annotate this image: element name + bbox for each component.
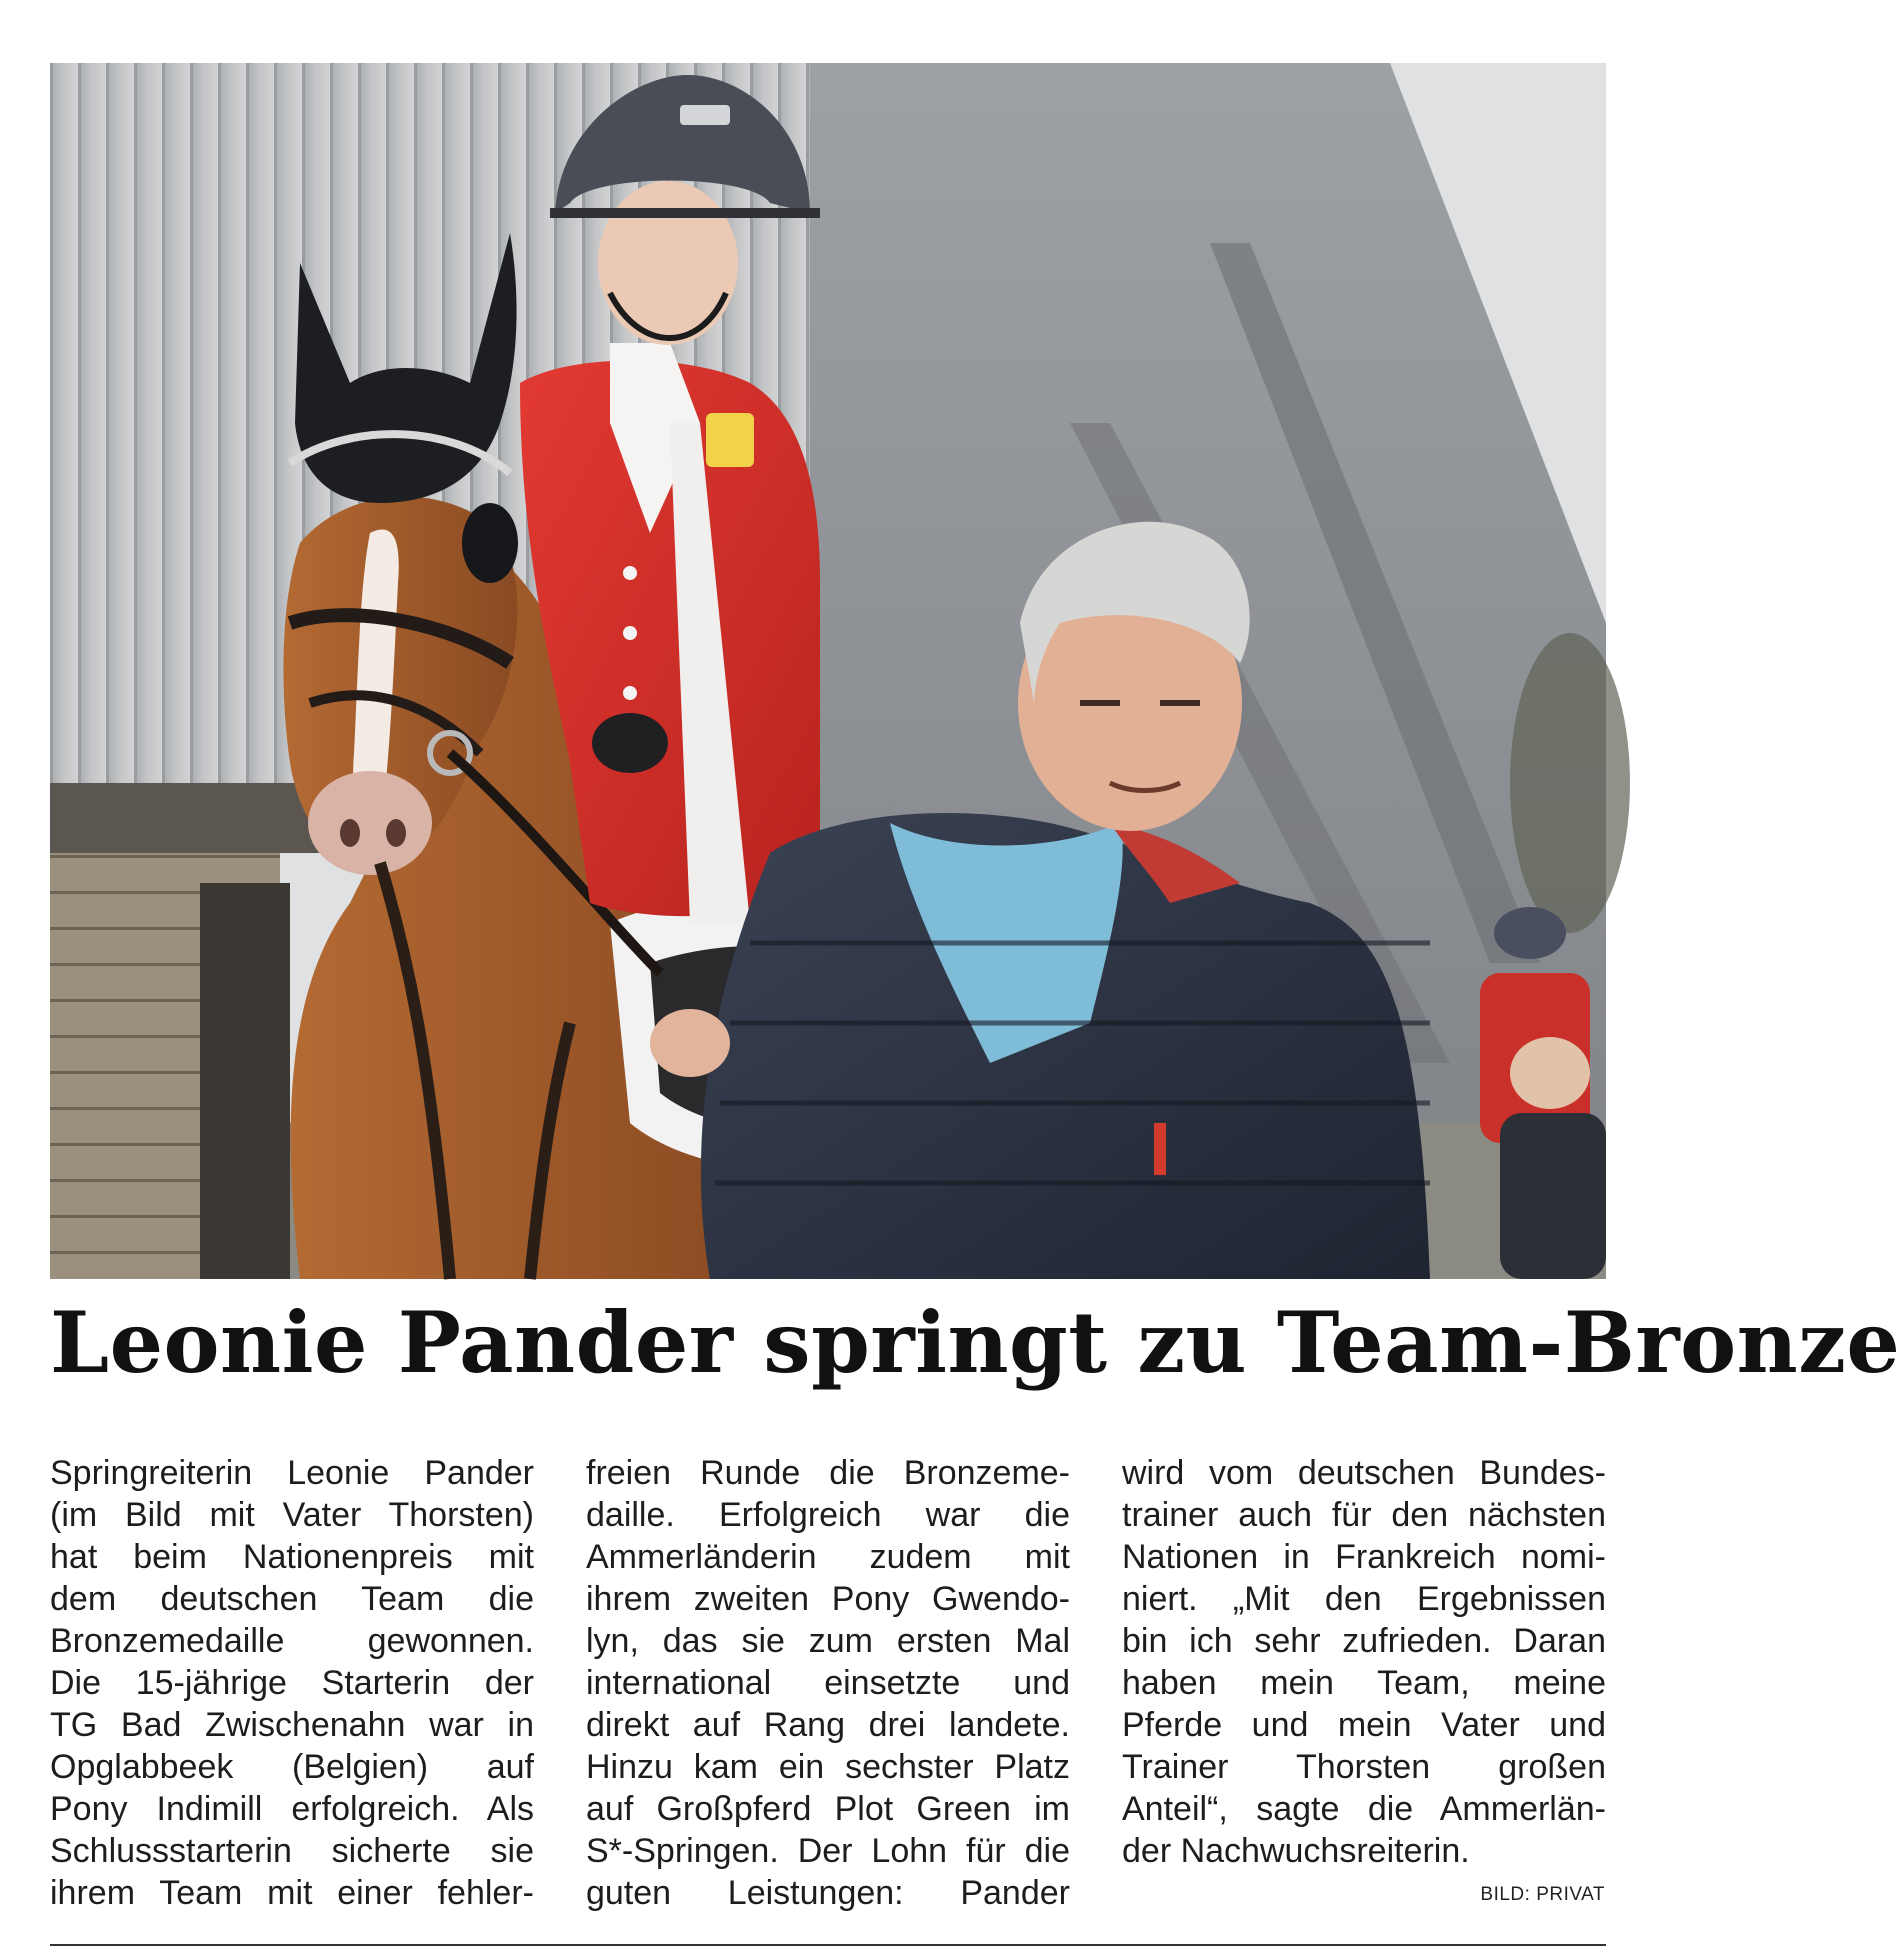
text-line: (im Bild mit Vater Thorsten) xyxy=(50,1496,534,1534)
text-line: bin ich sehr zufrieden. Daran xyxy=(1122,1622,1606,1660)
text-line: Schlussstarterin sicherte sie xyxy=(50,1832,534,1870)
text-column-3 xyxy=(1122,1452,1606,1872)
article-headline: Leonie Pander springt zu Team-Bronze xyxy=(50,1293,1900,1392)
text-line: Nationen in Frankreich nomi- xyxy=(1122,1538,1606,1576)
text-line: auf Großpferd Plot Green im xyxy=(586,1790,1070,1828)
text-line: ihrem zweiten Pony Gwendo- xyxy=(586,1580,1070,1618)
text-line: der Nachwuchsreiterin. xyxy=(1122,1832,1470,1870)
text-line: Ammerländerin zudem mit xyxy=(586,1538,1070,1576)
text-line: ihrem Team mit einer fehler- xyxy=(50,1874,534,1912)
text-line: niert. „Mit den Ergebnissen xyxy=(1122,1580,1606,1618)
text-line: guten Leistungen: Pander xyxy=(586,1874,1070,1912)
text-line: Springreiterin Leonie Pander xyxy=(50,1454,534,1492)
text-column-2 xyxy=(586,1452,1070,1914)
text-column-1 xyxy=(50,1452,534,1914)
text-line: Anteil“, sagte die Ammerlän- xyxy=(1122,1790,1606,1828)
text-line: Pferde und mein Vater und xyxy=(1122,1706,1606,1744)
text-line: Bronzemedaille gewonnen. xyxy=(50,1622,534,1660)
text-line: hat beim Nationenpreis mit xyxy=(50,1538,534,1576)
text-line: Pony Indimill erfolgreich. Als xyxy=(50,1790,534,1828)
text-line: TG Bad Zwischenahn war in xyxy=(50,1706,534,1744)
photo-credit: BILD: PRIVAT xyxy=(1480,1884,1605,1905)
text-line: Die 15-jährige Starterin der xyxy=(50,1664,534,1702)
text-line: Hinzu kam ein sechster Platz xyxy=(586,1748,1070,1786)
text-line: S*-Springen. Der Lohn für die xyxy=(586,1832,1070,1870)
text-line: freien Runde die Bronzeme- xyxy=(586,1454,1070,1492)
text-line: haben mein Team, meine xyxy=(1122,1664,1606,1702)
article-photo xyxy=(50,63,1606,1279)
text-line: international einsetzte und xyxy=(586,1664,1070,1702)
text-line: trainer auch für den nächsten xyxy=(1122,1496,1606,1534)
text-line: wird vom deutschen Bundes- xyxy=(1122,1454,1606,1492)
text-line: lyn, das sie zum ersten Mal xyxy=(586,1622,1070,1660)
text-line: Opglabbeek (Belgien) auf xyxy=(50,1748,534,1786)
text-line: dem deutschen Team die xyxy=(50,1580,534,1618)
text-line: daille. Erfolgreich war die xyxy=(586,1496,1070,1534)
text-line: Trainer Thorsten großen xyxy=(1122,1748,1606,1786)
text-line: direkt auf Rang drei landete. xyxy=(586,1706,1070,1744)
